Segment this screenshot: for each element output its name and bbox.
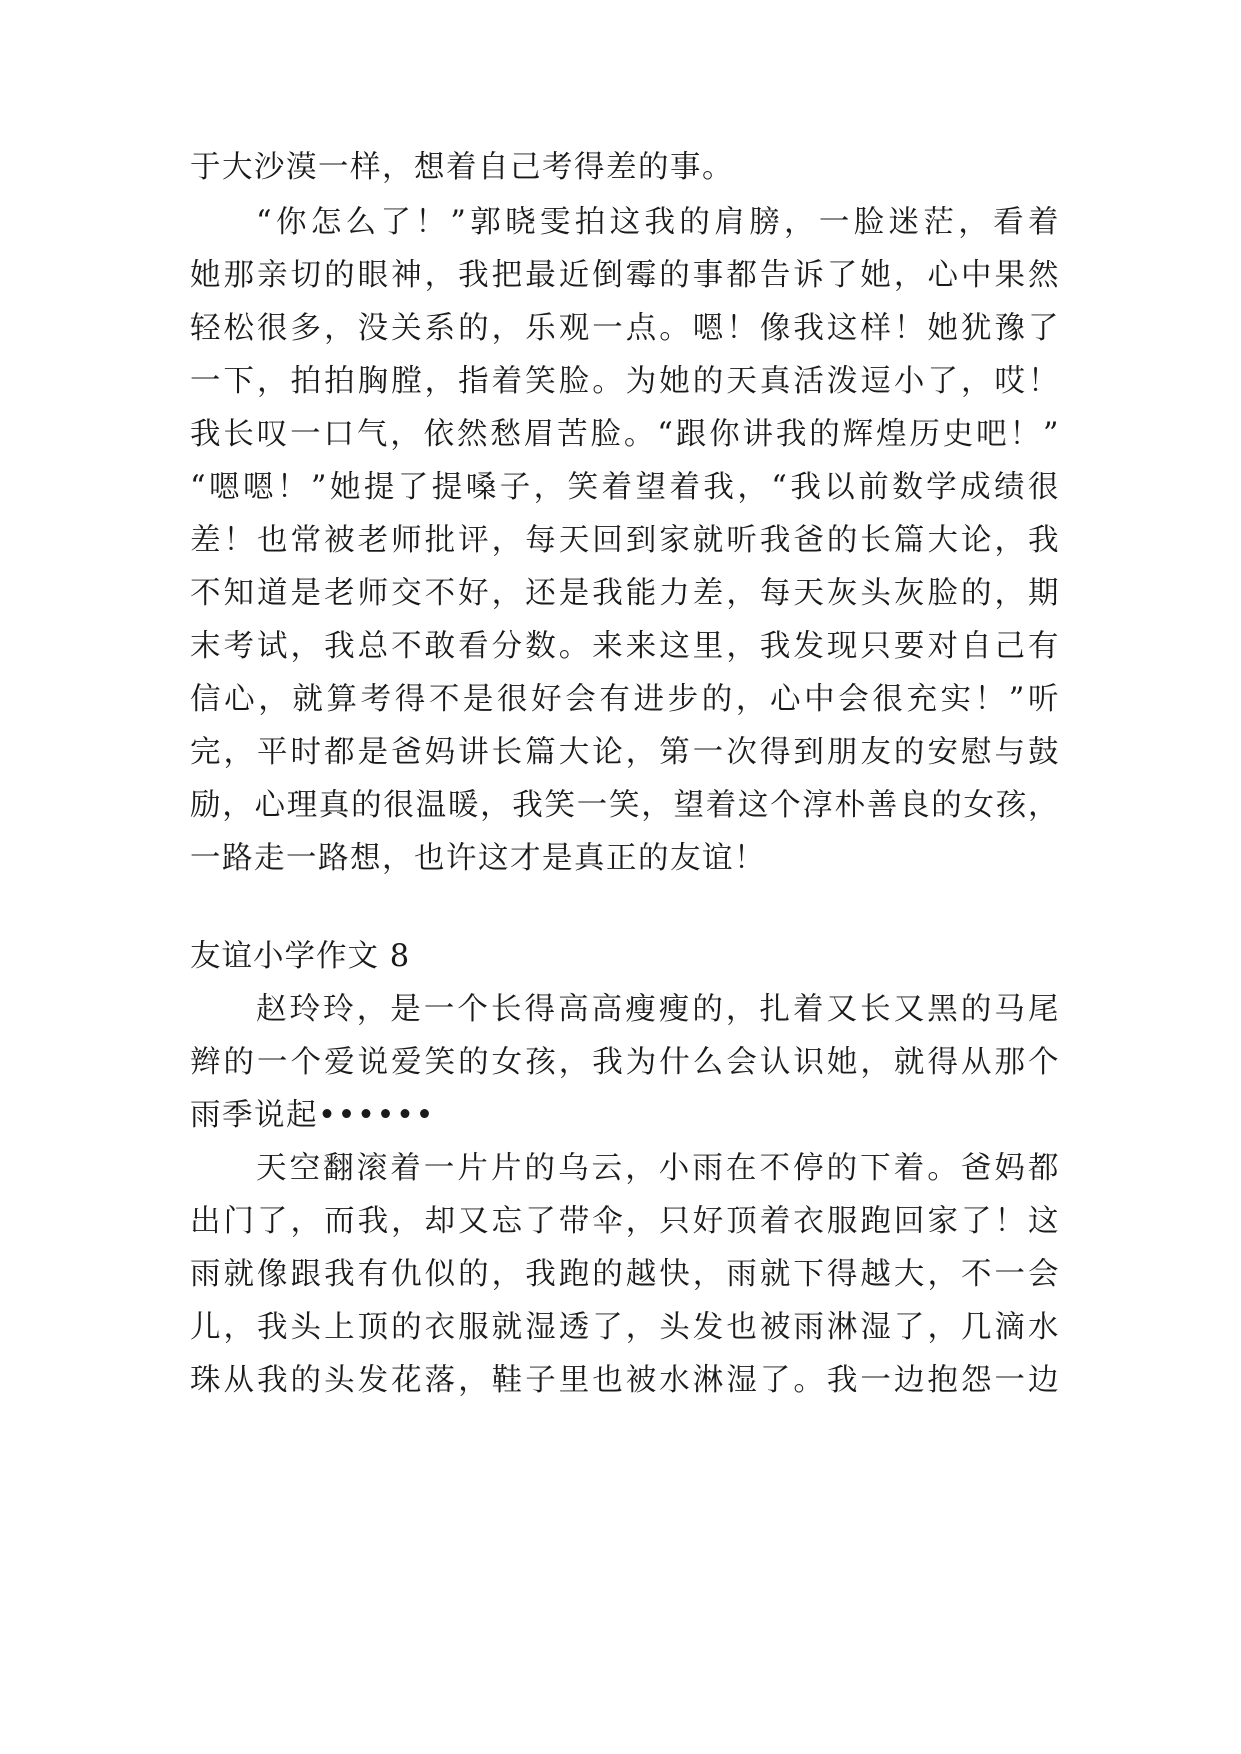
text-line: “嗯嗯！”她提了提嗓子，笑着望着我，“我以前数学成绩很 — [190, 470, 1060, 505]
text-line: “你怎么了！”郭晓雯拍这我的肩膀，一脸迷茫，看着 — [256, 205, 1060, 240]
text-line: 一下，拍拍胸膛，指着笑脸。为她的天真活泼逗小了，哎！ — [190, 364, 1060, 399]
text-line: 轻松很多，没关系的，乐观一点。嗯！像我这样！她犹豫了 — [190, 311, 1060, 346]
text-line: 信心，就算考得不是很好会有进步的，心中会很充实！”听 — [190, 682, 1060, 717]
text-line: 雨就像跟我有仇似的，我跑的越快，雨就下得越大，不一会 — [190, 1257, 1060, 1292]
text-line: 天空翻滚着一片片的乌云，小雨在不停的下着。爸妈都 — [256, 1151, 1060, 1186]
text-line: 雨季说起•••••• — [190, 1098, 435, 1133]
text-line: 不知道是老师交不好，还是我能力差，每天灰头灰脸的，期 — [190, 576, 1060, 611]
text-line: 我长叹一口气，依然愁眉苦脸。“跟你讲我的辉煌历史吧！” — [190, 417, 1060, 452]
text-line: 于大沙漠一样，想着自己考得差的事。 — [190, 150, 734, 185]
text-line: 珠从我的头发花落，鞋子里也被水淋湿了。我一边抱怨一边 — [190, 1363, 1060, 1398]
text-line: 赵玲玲，是一个长得高高瘦瘦的，扎着又长又黑的马尾 — [256, 992, 1060, 1027]
text-line: 儿，我头上顶的衣服就湿透了，头发也被雨淋湿了，几滴水 — [190, 1310, 1060, 1345]
text-line: 完，平时都是爸妈讲长篇大论，第一次得到朋友的安慰与鼓 — [190, 735, 1060, 770]
text-line: 她那亲切的眼神，我把最近倒霉的事都告诉了她，心中果然 — [190, 258, 1060, 293]
text-line: 励，心理真的很温暖，我笑一笑，望着这个淳朴善良的女孩， — [190, 788, 1060, 823]
section-title: 友谊小学作文 8 — [190, 939, 411, 974]
text-line: 辫的一个爱说爱笑的女孩，我为什么会认识她，就得从那个 — [190, 1045, 1060, 1080]
text-line: 末考试，我总不敢看分数。来来这里，我发现只要对自己有 — [190, 629, 1060, 664]
text-line: 差！也常被老师批评，每天回到家就听我爸的长篇大论，我 — [190, 523, 1060, 558]
text-line: 出门了，而我，却又忘了带伞，只好顶着衣服跑回家了！这 — [190, 1204, 1060, 1239]
text-line: 一路走一路想，也许这才是真正的友谊！ — [190, 841, 766, 876]
